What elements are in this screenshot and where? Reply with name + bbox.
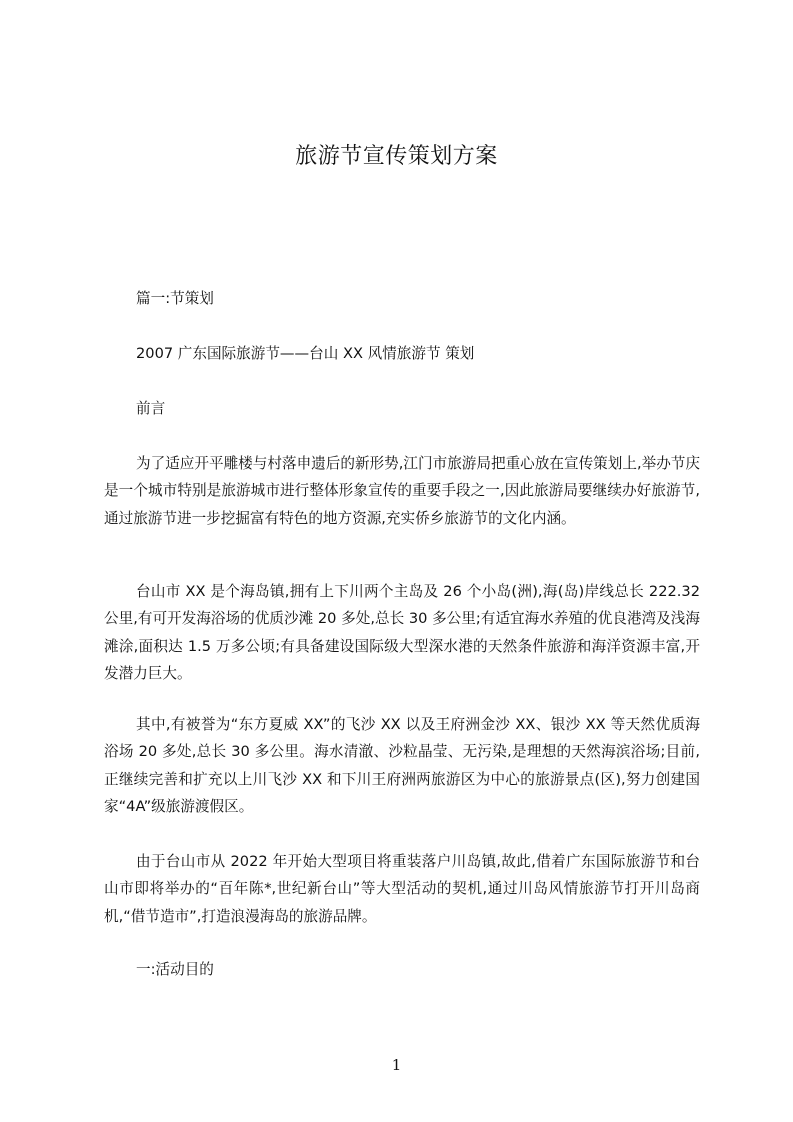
heading-section-one: 篇一:节策划 (136, 290, 214, 307)
paragraph-taishan: 台山市 XX 是个海岛镇,拥有上下川两个主岛及 26 个小岛(洲),海(岛)岸线总长 222.32 公里,有可开发海浴场的优质沙滩 20 多处,总长 30 多公里;有适宜海水养殖的优良港湾及浅海滩涂,面积达 1.5 万多公顷;有具备建设国际级大型深水港的天然条件旅游和海洋资源丰富,开发潜力巨大。 (104, 583, 700, 682)
paragraph-preface: 为了适应开平雕楼与村落申遗后的新形势,江门市旅游局把重心放在宣传策划上,举办节庆是一个城市特别是旅游城市进行整体形象宣传的重要手段之一,因此旅游局要继续办好旅游节,通过旅游节进一步挖掘富有特色的地方资源,充实侨乡旅游节的文化内涵。 (104, 455, 700, 527)
paragraph-beaches: 其中,有被誉为“东方夏威 XX”的飞沙 XX 以及王府洲金沙 XX、银沙 XX 等天然优质海浴场 20 多处,总长 30 多公里。海水清澈、沙粒晶莹、无污染,是理想的天然海滨浴场;目前,正继续完善和扩充以上川飞沙 XX 和下川王府洲两旅游区为中心的旅游景点(区),努力创建国家“4A”级旅游渡假区。 (104, 716, 700, 815)
document-title: 旅游节宣传策划方案 (295, 144, 498, 169)
heading-preface: 前言 (136, 400, 166, 417)
heading-activity-purpose: 一:活动目的 (136, 961, 214, 978)
page-number: 1 (391, 1056, 402, 1074)
subtitle-line: 2007 广东国际旅游节——台山 XX 风情旅游节 策划 (136, 345, 475, 362)
paragraph-opportunity: 由于台山市从 2022 年开始大型项目将重装落户川岛镇,故此,借着广东国际旅游节和台山市即将举办的“百年陈*,世纪新台山”等大型活动的契机,通过川岛风情旅游节打开川岛商机,“借节造市”,打造浪漫海岛的旅游品牌。 (104, 853, 700, 925)
